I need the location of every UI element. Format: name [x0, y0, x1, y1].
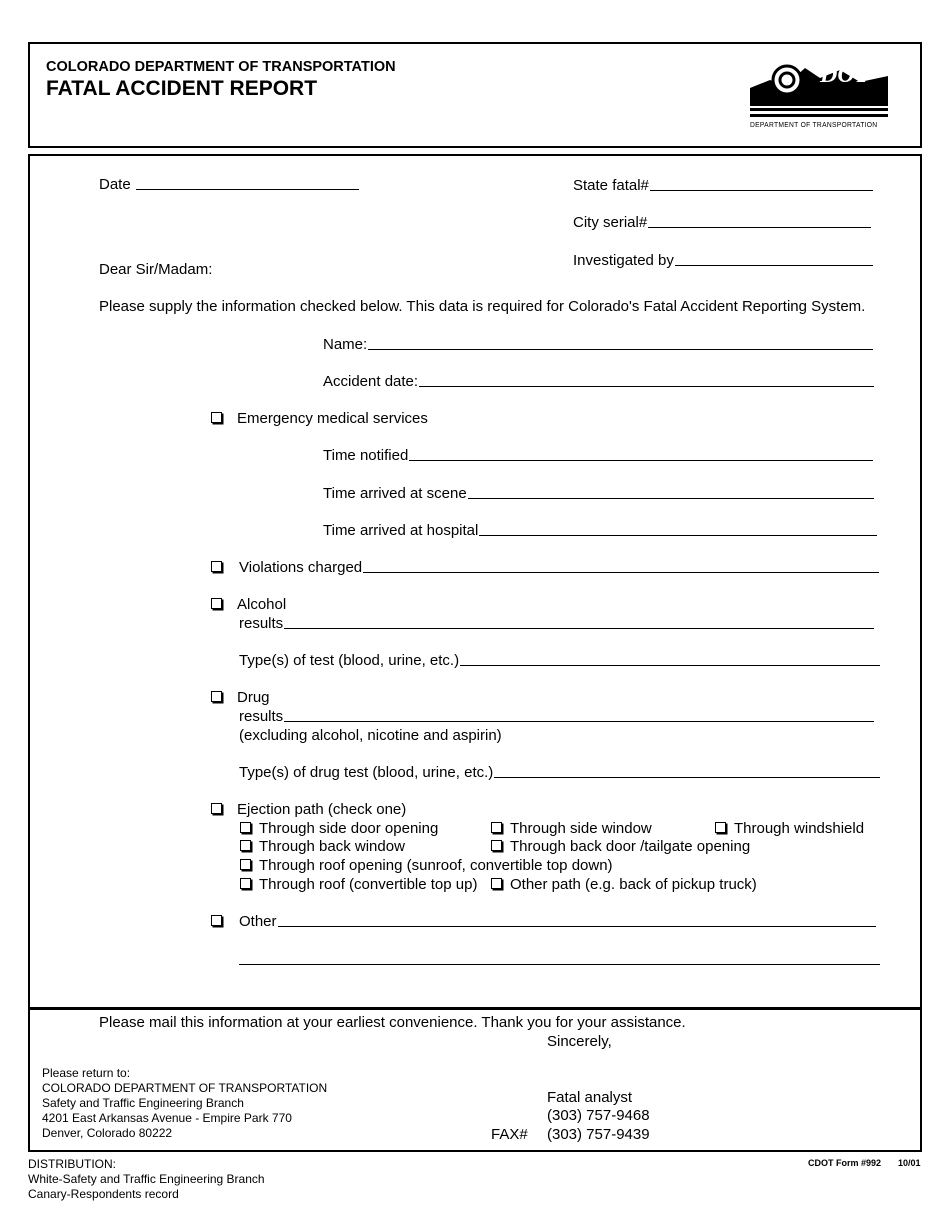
sincerely: Sincerely, [547, 1033, 612, 1050]
cdot-logo [750, 58, 888, 134]
return-line: COLORADO DEPARTMENT OF TRANSPORTATION [42, 1081, 328, 1095]
distribution-label: DISTRIBUTION: [28, 1157, 117, 1171]
time-arrived-scene-field[interactable]: Time arrived at scene [323, 485, 874, 502]
checkbox-icon[interactable] [715, 822, 726, 833]
other-extra-line[interactable] [239, 964, 880, 965]
instruction-text: Please supply the information checked below. This data is required for Colorado's Fatal Accident Reporting System. [99, 298, 866, 315]
return-line: 4201 East Arkansas Avenue - Empire Park 770 [42, 1111, 292, 1125]
time-arrived-hospital-field[interactable]: Time arrived at hospital [323, 522, 877, 539]
mail-note: Please mail this information at your earliest convenience. Thank you for your assistance. [99, 1014, 686, 1031]
form-title: FATAL ACCIDENT REPORT [46, 77, 318, 100]
greeting: Dear Sir/Madam: [99, 261, 213, 278]
checkbox-icon[interactable] [240, 822, 251, 833]
state-fatal-field[interactable]: State fatal# [573, 177, 873, 194]
form-revision: 10/01 [898, 1158, 921, 1168]
alcohol-results-field[interactable]: results [239, 615, 874, 632]
violations-checkbox[interactable] [211, 561, 222, 572]
ejection-option[interactable]: Through windshield [715, 820, 864, 837]
ems-checkbox[interactable] [211, 412, 222, 423]
logo-caption: DEPARTMENT OF TRANSPORTATION [750, 122, 878, 129]
drug-label: Drug [237, 689, 270, 706]
checkbox-icon[interactable] [491, 822, 502, 833]
checkbox-icon[interactable] [240, 840, 251, 851]
checkbox-icon[interactable] [491, 878, 502, 889]
violations-checkbox-wrap [211, 559, 226, 576]
ejection-label: Ejection path (check one) [237, 801, 407, 818]
drug-test-type-field[interactable]: Type(s) of drug test (blood, urine, etc.) [239, 764, 880, 781]
fax-label: FAX# [491, 1126, 528, 1143]
time-notified-field[interactable]: Time notified [323, 447, 873, 464]
alcohol-test-type-field[interactable]: Type(s) of test (blood, urine, etc.) [239, 652, 880, 669]
analyst-label: Fatal analyst [547, 1089, 633, 1106]
ejection-checkbox[interactable] [211, 803, 222, 814]
drug-note: (excluding alcohol, nicotine and aspirin) [239, 727, 502, 744]
ejection-option[interactable]: Through roof (convertible top up) [240, 876, 477, 893]
investigated-by-field[interactable]: Investigated by [573, 252, 873, 269]
checkbox-icon[interactable] [491, 840, 502, 851]
date-field[interactable]: Date [99, 176, 359, 193]
drug-results-field[interactable]: results [239, 708, 874, 725]
alcohol-item [211, 596, 286, 613]
distribution-line: Canary-Respondents record [28, 1187, 179, 1201]
form-number: CDOT Form #992 [808, 1158, 882, 1168]
ejection-option[interactable]: Through back door /tailgate opening [491, 838, 750, 855]
alcohol-checkbox[interactable] [211, 598, 222, 609]
fax-number: (303) 757-9439 [547, 1126, 650, 1143]
ems-item [211, 410, 428, 427]
agency-name: COLORADO DEPARTMENT OF TRANSPORTATION [46, 59, 396, 75]
city-serial-field[interactable]: City serial# [573, 214, 871, 231]
other-checkbox-wrap [211, 913, 226, 930]
other-checkbox[interactable] [211, 915, 222, 926]
ejection-option[interactable]: Other path (e.g. back of pickup truck) [491, 876, 757, 893]
ejection-option[interactable]: Through back window [240, 838, 405, 855]
checkbox-icon[interactable] [240, 878, 251, 889]
ejection-item [211, 801, 406, 818]
violations-field[interactable]: Violations charged [239, 559, 879, 576]
drug-item [211, 689, 270, 706]
ejection-option[interactable]: Through side window [491, 820, 652, 837]
alcohol-label: Alcohol [237, 596, 287, 613]
logo-text: DOT [820, 62, 870, 88]
drug-checkbox[interactable] [211, 691, 222, 702]
return-label: Please return to: [42, 1066, 131, 1080]
ejection-option[interactable]: Through side door opening [240, 820, 438, 837]
name-field[interactable]: Name: [323, 336, 873, 353]
ems-label: Emergency medical services [237, 410, 428, 427]
accident-date-field[interactable]: Accident date: [323, 373, 874, 390]
distribution-line: White-Safety and Traffic Engineering Branch [28, 1172, 265, 1186]
ejection-option[interactable]: Through roof opening (sunroof, convertible top down) [240, 857, 613, 874]
return-line: Denver, Colorado 80222 [42, 1126, 173, 1140]
checkbox-icon[interactable] [240, 859, 251, 870]
analyst-phone: (303) 757-9468 [547, 1107, 650, 1124]
other-field[interactable]: Other [239, 913, 876, 930]
return-line: Safety and Traffic Engineering Branch [42, 1096, 244, 1110]
